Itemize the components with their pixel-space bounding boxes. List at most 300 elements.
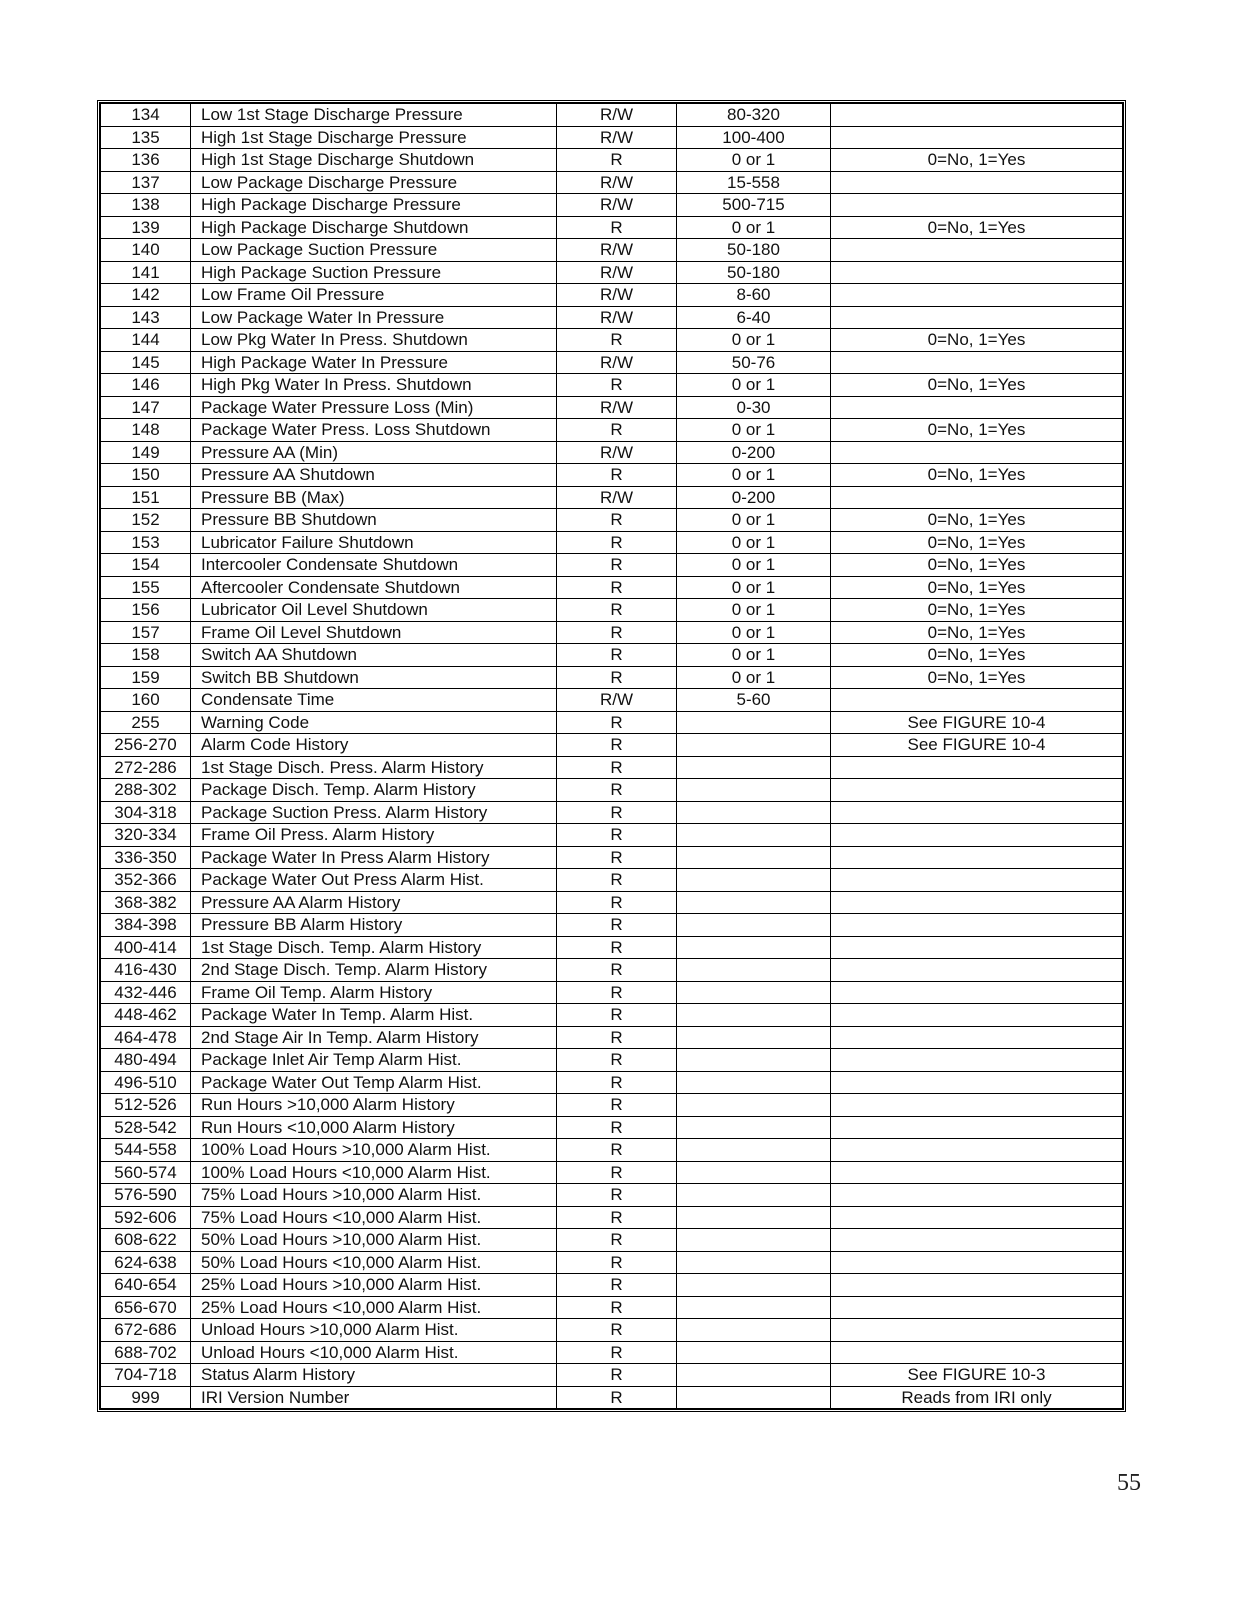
access-type-cell: R xyxy=(557,329,677,352)
table-row xyxy=(101,149,1123,172)
notes-cell: See FIGURE 10-4 xyxy=(831,734,1123,757)
table-row xyxy=(101,239,1123,262)
access-type-cell: R/W xyxy=(557,351,677,374)
access-type-cell: R xyxy=(557,576,677,599)
parameter-name-cell: 100% Load Hours <10,000 Alarm Hist. xyxy=(191,1161,557,1184)
parameter-name-cell: Warning Code xyxy=(191,711,557,734)
register-address-cell: 400-414 xyxy=(101,936,191,959)
table-row xyxy=(101,869,1123,892)
notes-cell xyxy=(831,1094,1123,1117)
table-row xyxy=(101,689,1123,712)
value-range-cell xyxy=(677,1026,831,1049)
parameter-name-cell: 25% Load Hours >10,000 Alarm Hist. xyxy=(191,1274,557,1297)
table-row xyxy=(101,486,1123,509)
parameter-name-cell: Low Package Suction Pressure xyxy=(191,239,557,262)
notes-cell xyxy=(831,1139,1123,1162)
table-row xyxy=(101,1364,1123,1387)
access-type-cell: R xyxy=(557,936,677,959)
parameter-name-cell: High 1st Stage Discharge Shutdown xyxy=(191,149,557,172)
register-address-cell: 159 xyxy=(101,666,191,689)
notes-cell xyxy=(831,351,1123,374)
table-row xyxy=(101,419,1123,442)
access-type-cell: R xyxy=(557,1071,677,1094)
table-row xyxy=(101,1049,1123,1072)
table-row xyxy=(101,734,1123,757)
register-address-cell: 592-606 xyxy=(101,1206,191,1229)
notes-cell: 0=No, 1=Yes xyxy=(831,419,1123,442)
register-address-cell: 368-382 xyxy=(101,891,191,914)
table-row xyxy=(101,284,1123,307)
access-type-cell: R xyxy=(557,419,677,442)
register-address-cell: 144 xyxy=(101,329,191,352)
access-type-cell: R/W xyxy=(557,239,677,262)
table-row xyxy=(101,509,1123,532)
access-type-cell: R xyxy=(557,779,677,802)
register-address-cell: 544-558 xyxy=(101,1139,191,1162)
parameter-name-cell: Unload Hours >10,000 Alarm Hist. xyxy=(191,1319,557,1342)
access-type-cell: R xyxy=(557,1116,677,1139)
parameter-name-cell: High 1st Stage Discharge Pressure xyxy=(191,126,557,149)
register-address-cell: 147 xyxy=(101,396,191,419)
access-type-cell: R/W xyxy=(557,194,677,217)
access-type-cell: R xyxy=(557,801,677,824)
value-range-cell xyxy=(677,891,831,914)
notes-cell: 0=No, 1=Yes xyxy=(831,621,1123,644)
access-type-cell: R xyxy=(557,1296,677,1319)
access-type-cell: R/W xyxy=(557,126,677,149)
value-range-cell xyxy=(677,1251,831,1274)
parameter-name-cell: Condensate Time xyxy=(191,689,557,712)
register-address-cell: 156 xyxy=(101,599,191,622)
notes-cell xyxy=(831,126,1123,149)
parameter-name-cell: 100% Load Hours >10,000 Alarm Hist. xyxy=(191,1139,557,1162)
parameter-name-cell: Intercooler Condensate Shutdown xyxy=(191,554,557,577)
parameter-name-cell: Unload Hours <10,000 Alarm Hist. xyxy=(191,1341,557,1364)
parameter-name-cell: 50% Load Hours >10,000 Alarm Hist. xyxy=(191,1229,557,1252)
notes-cell xyxy=(831,104,1123,127)
register-table xyxy=(100,103,1123,1409)
access-type-cell: R xyxy=(557,666,677,689)
value-range-cell: 8-60 xyxy=(677,284,831,307)
notes-cell xyxy=(831,441,1123,464)
value-range-cell: 0 or 1 xyxy=(677,419,831,442)
parameter-name-cell: Switch AA Shutdown xyxy=(191,644,557,667)
access-type-cell: R xyxy=(557,824,677,847)
value-range-cell: 500-715 xyxy=(677,194,831,217)
value-range-cell xyxy=(677,1184,831,1207)
register-address-cell: 352-366 xyxy=(101,869,191,892)
parameter-name-cell: Package Suction Press. Alarm History xyxy=(191,801,557,824)
access-type-cell: R xyxy=(557,216,677,239)
notes-cell: 0=No, 1=Yes xyxy=(831,644,1123,667)
table-row xyxy=(101,891,1123,914)
table-row xyxy=(101,1184,1123,1207)
parameter-name-cell: Pressure AA Alarm History xyxy=(191,891,557,914)
value-range-cell xyxy=(677,959,831,982)
notes-cell xyxy=(831,689,1123,712)
register-address-cell: 272-286 xyxy=(101,756,191,779)
register-address-cell: 576-590 xyxy=(101,1184,191,1207)
access-type-cell: R xyxy=(557,599,677,622)
register-address-cell: 142 xyxy=(101,284,191,307)
value-range-cell: 0-30 xyxy=(677,396,831,419)
notes-cell xyxy=(831,1004,1123,1027)
table-row xyxy=(101,216,1123,239)
register-address-cell: 416-430 xyxy=(101,959,191,982)
register-address-cell: 656-670 xyxy=(101,1296,191,1319)
table-row xyxy=(101,396,1123,419)
parameter-name-cell: 75% Load Hours >10,000 Alarm Hist. xyxy=(191,1184,557,1207)
value-range-cell: 0 or 1 xyxy=(677,374,831,397)
notes-cell: 0=No, 1=Yes xyxy=(831,464,1123,487)
notes-cell: Reads from IRI only xyxy=(831,1386,1123,1409)
value-range-cell: 50-180 xyxy=(677,261,831,284)
register-address-cell: 464-478 xyxy=(101,1026,191,1049)
access-type-cell: R xyxy=(557,734,677,757)
notes-cell xyxy=(831,756,1123,779)
notes-cell: See FIGURE 10-4 xyxy=(831,711,1123,734)
notes-cell xyxy=(831,1341,1123,1364)
register-address-cell: 143 xyxy=(101,306,191,329)
register-address-cell: 136 xyxy=(101,149,191,172)
parameter-name-cell: Package Water Press. Loss Shutdown xyxy=(191,419,557,442)
notes-cell xyxy=(831,1206,1123,1229)
value-range-cell: 0-200 xyxy=(677,486,831,509)
table-row xyxy=(101,1071,1123,1094)
value-range-cell xyxy=(677,1319,831,1342)
notes-cell xyxy=(831,1116,1123,1139)
access-type-cell: R xyxy=(557,1386,677,1409)
parameter-name-cell: Alarm Code History xyxy=(191,734,557,757)
access-type-cell: R xyxy=(557,1161,677,1184)
register-address-cell: 155 xyxy=(101,576,191,599)
register-address-cell: 999 xyxy=(101,1386,191,1409)
register-address-cell: 137 xyxy=(101,171,191,194)
table-row xyxy=(101,756,1123,779)
value-range-cell xyxy=(677,981,831,1004)
notes-cell: 0=No, 1=Yes xyxy=(831,576,1123,599)
register-address-cell: 704-718 xyxy=(101,1364,191,1387)
value-range-cell: 0 or 1 xyxy=(677,599,831,622)
access-type-cell: R/W xyxy=(557,306,677,329)
table-row xyxy=(101,621,1123,644)
value-range-cell: 15-558 xyxy=(677,171,831,194)
access-type-cell: R xyxy=(557,891,677,914)
value-range-cell xyxy=(677,1116,831,1139)
register-address-cell: 149 xyxy=(101,441,191,464)
parameter-name-cell: 2nd Stage Air In Temp. Alarm History xyxy=(191,1026,557,1049)
register-address-cell: 496-510 xyxy=(101,1071,191,1094)
register-address-cell: 148 xyxy=(101,419,191,442)
notes-cell xyxy=(831,306,1123,329)
notes-cell: 0=No, 1=Yes xyxy=(831,599,1123,622)
access-type-cell: R xyxy=(557,1206,677,1229)
notes-cell xyxy=(831,1049,1123,1072)
value-range-cell xyxy=(677,779,831,802)
value-range-cell xyxy=(677,734,831,757)
register-address-cell: 135 xyxy=(101,126,191,149)
register-address-cell: 160 xyxy=(101,689,191,712)
access-type-cell: R xyxy=(557,711,677,734)
access-type-cell: R xyxy=(557,1319,677,1342)
notes-cell xyxy=(831,1296,1123,1319)
value-range-cell: 50-76 xyxy=(677,351,831,374)
table-row xyxy=(101,531,1123,554)
notes-cell xyxy=(831,801,1123,824)
notes-cell: 0=No, 1=Yes xyxy=(831,554,1123,577)
table-row xyxy=(101,981,1123,1004)
access-type-cell: R xyxy=(557,554,677,577)
notes-cell xyxy=(831,239,1123,262)
notes-cell xyxy=(831,914,1123,937)
notes-cell xyxy=(831,1229,1123,1252)
table-row xyxy=(101,329,1123,352)
access-type-cell: R xyxy=(557,1251,677,1274)
parameter-name-cell: Low Pkg Water In Press. Shutdown xyxy=(191,329,557,352)
register-address-cell: 624-638 xyxy=(101,1251,191,1274)
register-address-cell: 320-334 xyxy=(101,824,191,847)
table-row xyxy=(101,554,1123,577)
parameter-name-cell: 50% Load Hours <10,000 Alarm Hist. xyxy=(191,1251,557,1274)
register-table-body xyxy=(101,104,1123,1409)
value-range-cell: 0 or 1 xyxy=(677,509,831,532)
table-row xyxy=(101,666,1123,689)
access-type-cell: R xyxy=(557,914,677,937)
register-address-cell: 688-702 xyxy=(101,1341,191,1364)
value-range-cell xyxy=(677,1386,831,1409)
access-type-cell: R xyxy=(557,1004,677,1027)
access-type-cell: R xyxy=(557,1341,677,1364)
value-range-cell: 0 or 1 xyxy=(677,531,831,554)
table-row xyxy=(101,599,1123,622)
parameter-name-cell: Run Hours >10,000 Alarm History xyxy=(191,1094,557,1117)
access-type-cell: R xyxy=(557,644,677,667)
notes-cell xyxy=(831,779,1123,802)
register-address-cell: 480-494 xyxy=(101,1049,191,1072)
value-range-cell: 5-60 xyxy=(677,689,831,712)
table-row xyxy=(101,801,1123,824)
access-type-cell: R xyxy=(557,1274,677,1297)
value-range-cell: 0 or 1 xyxy=(677,464,831,487)
table-row xyxy=(101,1341,1123,1364)
access-type-cell: R xyxy=(557,1094,677,1117)
register-address-cell: 255 xyxy=(101,711,191,734)
value-range-cell: 0 or 1 xyxy=(677,149,831,172)
notes-cell xyxy=(831,284,1123,307)
register-address-cell: 152 xyxy=(101,509,191,532)
notes-cell: 0=No, 1=Yes xyxy=(831,531,1123,554)
access-type-cell: R xyxy=(557,374,677,397)
table-row xyxy=(101,1094,1123,1117)
access-type-cell: R/W xyxy=(557,284,677,307)
register-address-cell: 448-462 xyxy=(101,1004,191,1027)
value-range-cell xyxy=(677,1049,831,1072)
notes-cell xyxy=(831,959,1123,982)
register-address-cell: 154 xyxy=(101,554,191,577)
table-row xyxy=(101,1161,1123,1184)
table-row xyxy=(101,1229,1123,1252)
table-row xyxy=(101,644,1123,667)
parameter-name-cell: High Pkg Water In Press. Shutdown xyxy=(191,374,557,397)
notes-cell xyxy=(831,846,1123,869)
value-range-cell: 50-180 xyxy=(677,239,831,262)
table-row xyxy=(101,104,1123,127)
access-type-cell: R/W xyxy=(557,104,677,127)
value-range-cell: 0 or 1 xyxy=(677,554,831,577)
table-row xyxy=(101,126,1123,149)
table-row xyxy=(101,779,1123,802)
table-row xyxy=(101,171,1123,194)
value-range-cell xyxy=(677,824,831,847)
access-type-cell: R/W xyxy=(557,261,677,284)
value-range-cell: 0-200 xyxy=(677,441,831,464)
notes-cell xyxy=(831,486,1123,509)
parameter-name-cell: Frame Oil Level Shutdown xyxy=(191,621,557,644)
register-address-cell: 140 xyxy=(101,239,191,262)
table-row xyxy=(101,824,1123,847)
access-type-cell: R xyxy=(557,531,677,554)
parameter-name-cell: 2nd Stage Disch. Temp. Alarm History xyxy=(191,959,557,982)
access-type-cell: R xyxy=(557,1139,677,1162)
table-row xyxy=(101,1386,1123,1409)
access-type-cell: R xyxy=(557,846,677,869)
notes-cell xyxy=(831,869,1123,892)
notes-cell xyxy=(831,396,1123,419)
access-type-cell: R xyxy=(557,149,677,172)
value-range-cell: 0 or 1 xyxy=(677,576,831,599)
access-type-cell: R/W xyxy=(557,441,677,464)
value-range-cell: 0 or 1 xyxy=(677,666,831,689)
parameter-name-cell: Pressure AA (Min) xyxy=(191,441,557,464)
parameter-name-cell: IRI Version Number xyxy=(191,1386,557,1409)
access-type-cell: R/W xyxy=(557,396,677,419)
notes-cell xyxy=(831,891,1123,914)
access-type-cell: R xyxy=(557,1026,677,1049)
register-address-cell: 640-654 xyxy=(101,1274,191,1297)
parameter-name-cell: Pressure BB Alarm History xyxy=(191,914,557,937)
register-table-frame xyxy=(97,100,1126,1412)
access-type-cell: R xyxy=(557,981,677,1004)
value-range-cell xyxy=(677,801,831,824)
parameter-name-cell: High Package Suction Pressure xyxy=(191,261,557,284)
register-address-cell: 432-446 xyxy=(101,981,191,1004)
table-row xyxy=(101,306,1123,329)
notes-cell xyxy=(831,1071,1123,1094)
value-range-cell xyxy=(677,1341,831,1364)
register-address-cell: 336-350 xyxy=(101,846,191,869)
access-type-cell: R xyxy=(557,1229,677,1252)
page-number: 55 xyxy=(1117,1470,1141,1496)
value-range-cell xyxy=(677,936,831,959)
register-address-cell: 146 xyxy=(101,374,191,397)
register-address-cell: 158 xyxy=(101,644,191,667)
parameter-name-cell: Run Hours <10,000 Alarm History xyxy=(191,1116,557,1139)
value-range-cell xyxy=(677,1161,831,1184)
parameter-name-cell: Status Alarm History xyxy=(191,1364,557,1387)
table-row xyxy=(101,1116,1123,1139)
parameter-name-cell: Low Package Water In Pressure xyxy=(191,306,557,329)
notes-cell xyxy=(831,1251,1123,1274)
parameter-name-cell: High Package Water In Pressure xyxy=(191,351,557,374)
table-row xyxy=(101,1319,1123,1342)
parameter-name-cell: Package Water In Temp. Alarm Hist. xyxy=(191,1004,557,1027)
access-type-cell: R xyxy=(557,959,677,982)
notes-cell xyxy=(831,194,1123,217)
register-address-cell: 139 xyxy=(101,216,191,239)
value-range-cell xyxy=(677,1139,831,1162)
notes-cell xyxy=(831,1274,1123,1297)
value-range-cell: 0 or 1 xyxy=(677,329,831,352)
notes-cell: 0=No, 1=Yes xyxy=(831,149,1123,172)
register-address-cell: 157 xyxy=(101,621,191,644)
access-type-cell: R xyxy=(557,1049,677,1072)
value-range-cell: 100-400 xyxy=(677,126,831,149)
notes-cell xyxy=(831,261,1123,284)
value-range-cell xyxy=(677,1229,831,1252)
register-address-cell: 608-622 xyxy=(101,1229,191,1252)
register-address-cell: 150 xyxy=(101,464,191,487)
parameter-name-cell: Package Water Out Temp Alarm Hist. xyxy=(191,1071,557,1094)
notes-cell xyxy=(831,171,1123,194)
register-address-cell: 560-574 xyxy=(101,1161,191,1184)
parameter-name-cell: High Package Discharge Shutdown xyxy=(191,216,557,239)
register-address-cell: 512-526 xyxy=(101,1094,191,1117)
access-type-cell: R xyxy=(557,621,677,644)
notes-cell xyxy=(831,1161,1123,1184)
access-type-cell: R xyxy=(557,464,677,487)
value-range-cell xyxy=(677,914,831,937)
table-row xyxy=(101,1004,1123,1027)
table-row xyxy=(101,1274,1123,1297)
table-row xyxy=(101,194,1123,217)
parameter-name-cell: 75% Load Hours <10,000 Alarm Hist. xyxy=(191,1206,557,1229)
table-row xyxy=(101,914,1123,937)
value-range-cell xyxy=(677,1364,831,1387)
value-range-cell: 6-40 xyxy=(677,306,831,329)
register-address-cell: 151 xyxy=(101,486,191,509)
parameter-name-cell: Pressure AA Shutdown xyxy=(191,464,557,487)
value-range-cell xyxy=(677,1296,831,1319)
parameter-name-cell: Lubricator Oil Level Shutdown xyxy=(191,599,557,622)
register-address-cell: 528-542 xyxy=(101,1116,191,1139)
value-range-cell xyxy=(677,846,831,869)
register-address-cell: 384-398 xyxy=(101,914,191,937)
parameter-name-cell: Package Water Pressure Loss (Min) xyxy=(191,396,557,419)
register-address-cell: 256-270 xyxy=(101,734,191,757)
value-range-cell xyxy=(677,1004,831,1027)
register-address-cell: 145 xyxy=(101,351,191,374)
notes-cell: 0=No, 1=Yes xyxy=(831,509,1123,532)
value-range-cell xyxy=(677,1274,831,1297)
register-address-cell: 138 xyxy=(101,194,191,217)
notes-cell: 0=No, 1=Yes xyxy=(831,374,1123,397)
notes-cell xyxy=(831,1026,1123,1049)
parameter-name-cell: Low 1st Stage Discharge Pressure xyxy=(191,104,557,127)
table-row xyxy=(101,1139,1123,1162)
access-type-cell: R xyxy=(557,1364,677,1387)
parameter-name-cell: Low Package Discharge Pressure xyxy=(191,171,557,194)
table-row xyxy=(101,576,1123,599)
table-row xyxy=(101,464,1123,487)
parameter-name-cell: Aftercooler Condensate Shutdown xyxy=(191,576,557,599)
notes-cell: 0=No, 1=Yes xyxy=(831,329,1123,352)
table-row xyxy=(101,959,1123,982)
table-row xyxy=(101,261,1123,284)
access-type-cell: R xyxy=(557,1184,677,1207)
value-range-cell: 0 or 1 xyxy=(677,644,831,667)
notes-cell: See FIGURE 10-3 xyxy=(831,1364,1123,1387)
table-row xyxy=(101,374,1123,397)
